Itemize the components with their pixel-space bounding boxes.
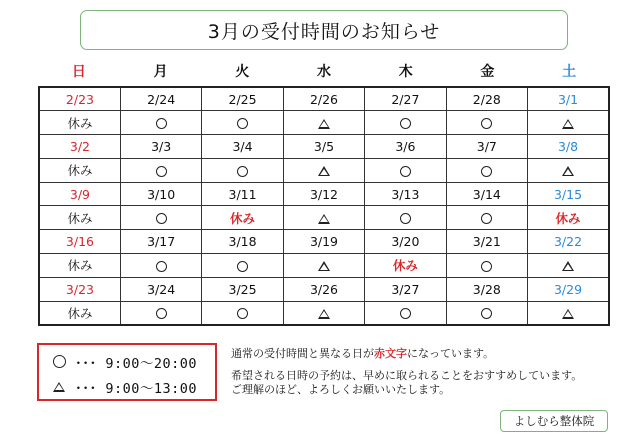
status-open-full [446,111,527,135]
date-cell: 2/26 [283,87,364,111]
status-closed: 休み [365,254,446,278]
notice-red-text: 赤文字 [374,347,407,360]
status-open-full [365,158,446,182]
status-open-full [120,206,201,230]
status-open-full [202,111,283,135]
date-cell: 3/29 [528,277,609,301]
circle-icon [237,118,248,129]
clinic-name [500,410,608,432]
status-open-full [446,158,527,182]
status-open-full [120,254,201,278]
date-cell: 3/13 [365,182,446,206]
triangle-icon [318,214,330,224]
status-open-full [446,206,527,230]
status-closed: 休み [528,206,609,230]
date-cell: 3/5 [283,135,364,159]
status-row [39,158,609,182]
weekday-label: 月 [153,64,168,80]
date-cell: 3/22 [528,230,609,254]
date-cell: 3/7 [446,135,527,159]
circle-icon [156,166,167,177]
triangle-icon [318,309,330,319]
triangle-icon [562,119,574,129]
date-cell: 3/27 [365,277,446,301]
date-cell: 3/9 [39,182,120,206]
status-open-short [528,254,609,278]
legend-circle-hours: ･･･ 9:00～20:00 [75,355,198,372]
date-cell: 2/28 [446,87,527,111]
date-cell: 3/23 [39,277,120,301]
status-open-full [365,301,446,325]
date-cell: 3/11 [202,182,283,206]
status-open-short [283,158,364,182]
date-cell: 3/3 [120,135,201,159]
weekday-label: 水 [316,64,331,80]
circle-icon [156,308,167,319]
date-cell: 3/1 [528,87,609,111]
circle-icon [481,166,492,177]
page-title [80,10,568,50]
triangle-icon [562,166,574,176]
status-closed: 休み [39,111,120,135]
notice-line-1-start: 通常の受付時間と異なる日が [231,347,374,360]
date-cell: 2/23 [39,87,120,111]
status-closed: 休み [39,301,120,325]
status-open-full [446,301,527,325]
notice-line-1-end: になっています。 [407,347,495,360]
date-cell: 3/12 [283,182,364,206]
date-cell: 2/25 [202,87,283,111]
date-cell: 3/25 [202,277,283,301]
date-cell: 3/15 [528,182,609,206]
date-cell: 3/20 [365,230,446,254]
circle-icon [481,308,492,319]
date-row [39,277,609,301]
weekday-header [38,60,610,84]
status-open-short [283,206,364,230]
notice-text [231,347,631,405]
circle-icon [400,118,411,129]
date-cell: 2/27 [365,87,446,111]
status-row [39,254,609,278]
status-closed: 休み [39,206,120,230]
date-row [39,230,609,254]
date-cell: 3/10 [120,182,201,206]
status-open-short [283,301,364,325]
circle-icon [156,118,167,129]
date-cell: 3/24 [120,277,201,301]
date-cell: 3/18 [202,230,283,254]
status-open-full [120,301,201,325]
page-title-text: 3月の受付時間のお知らせ [207,20,441,43]
weekday-label: 日 [71,64,86,80]
status-row [39,111,609,135]
date-cell: 3/21 [446,230,527,254]
date-cell: 3/26 [283,277,364,301]
weekday-label: 金 [480,64,495,80]
status-row [39,206,609,230]
status-open-short [528,301,609,325]
date-cell: 3/2 [39,135,120,159]
notice-line-2: 希望される日時の予約は、早めに取られることをおすすめしています。 [231,369,583,382]
circle-icon [481,118,492,129]
status-open-short [283,111,364,135]
weekday-label: 火 [235,64,250,80]
date-cell: 3/6 [365,135,446,159]
status-closed: 休み [39,158,120,182]
status-open-full [446,254,527,278]
circle-icon [400,213,411,224]
status-open-short [283,254,364,278]
status-open-full [120,111,201,135]
circle-icon [400,308,411,319]
date-cell: 3/28 [446,277,527,301]
date-cell: 3/19 [283,230,364,254]
triangle-icon [318,166,330,176]
date-row [39,87,609,111]
weekday-label: 木 [398,64,413,80]
triangle-icon [318,119,330,129]
date-row [39,182,609,206]
date-cell: 3/16 [39,230,120,254]
circle-icon [53,355,66,368]
circle-icon [156,213,167,224]
schedule-calendar [38,86,610,326]
status-closed: 休み [202,206,283,230]
circle-icon [237,261,248,272]
triangle-icon [562,309,574,319]
circle-icon [237,308,248,319]
notice-line-1 [231,347,631,361]
status-open-short [528,158,609,182]
status-open-full [120,158,201,182]
notice-line-3: ご理解のほど、よろしくお願いいたします。 [231,383,451,396]
status-open-full [202,254,283,278]
circle-icon [400,166,411,177]
status-row [39,301,609,325]
status-open-full [202,158,283,182]
circle-icon [481,213,492,224]
date-cell: 3/17 [120,230,201,254]
date-cell: 3/4 [202,135,283,159]
status-open-full [365,111,446,135]
status-open-full [202,301,283,325]
triangle-icon [53,382,65,392]
status-open-full [365,206,446,230]
date-row [39,135,609,159]
hours-legend [37,343,217,401]
status-open-short [528,111,609,135]
date-cell: 3/14 [446,182,527,206]
status-closed: 休み [39,254,120,278]
circle-icon [237,166,248,177]
legend-row-triangle [49,374,215,399]
circle-icon [156,261,167,272]
date-cell: 2/24 [120,87,201,111]
clinic-name-text: よしむら整体院 [513,414,595,428]
legend-triangle-hours: ･･･ 9:00～13:00 [75,380,198,397]
triangle-icon [562,261,574,271]
triangle-icon [318,261,330,271]
date-cell: 3/8 [528,135,609,159]
weekday-label: 土 [562,64,577,80]
legend-row-circle [49,349,215,374]
circle-icon [481,261,492,272]
